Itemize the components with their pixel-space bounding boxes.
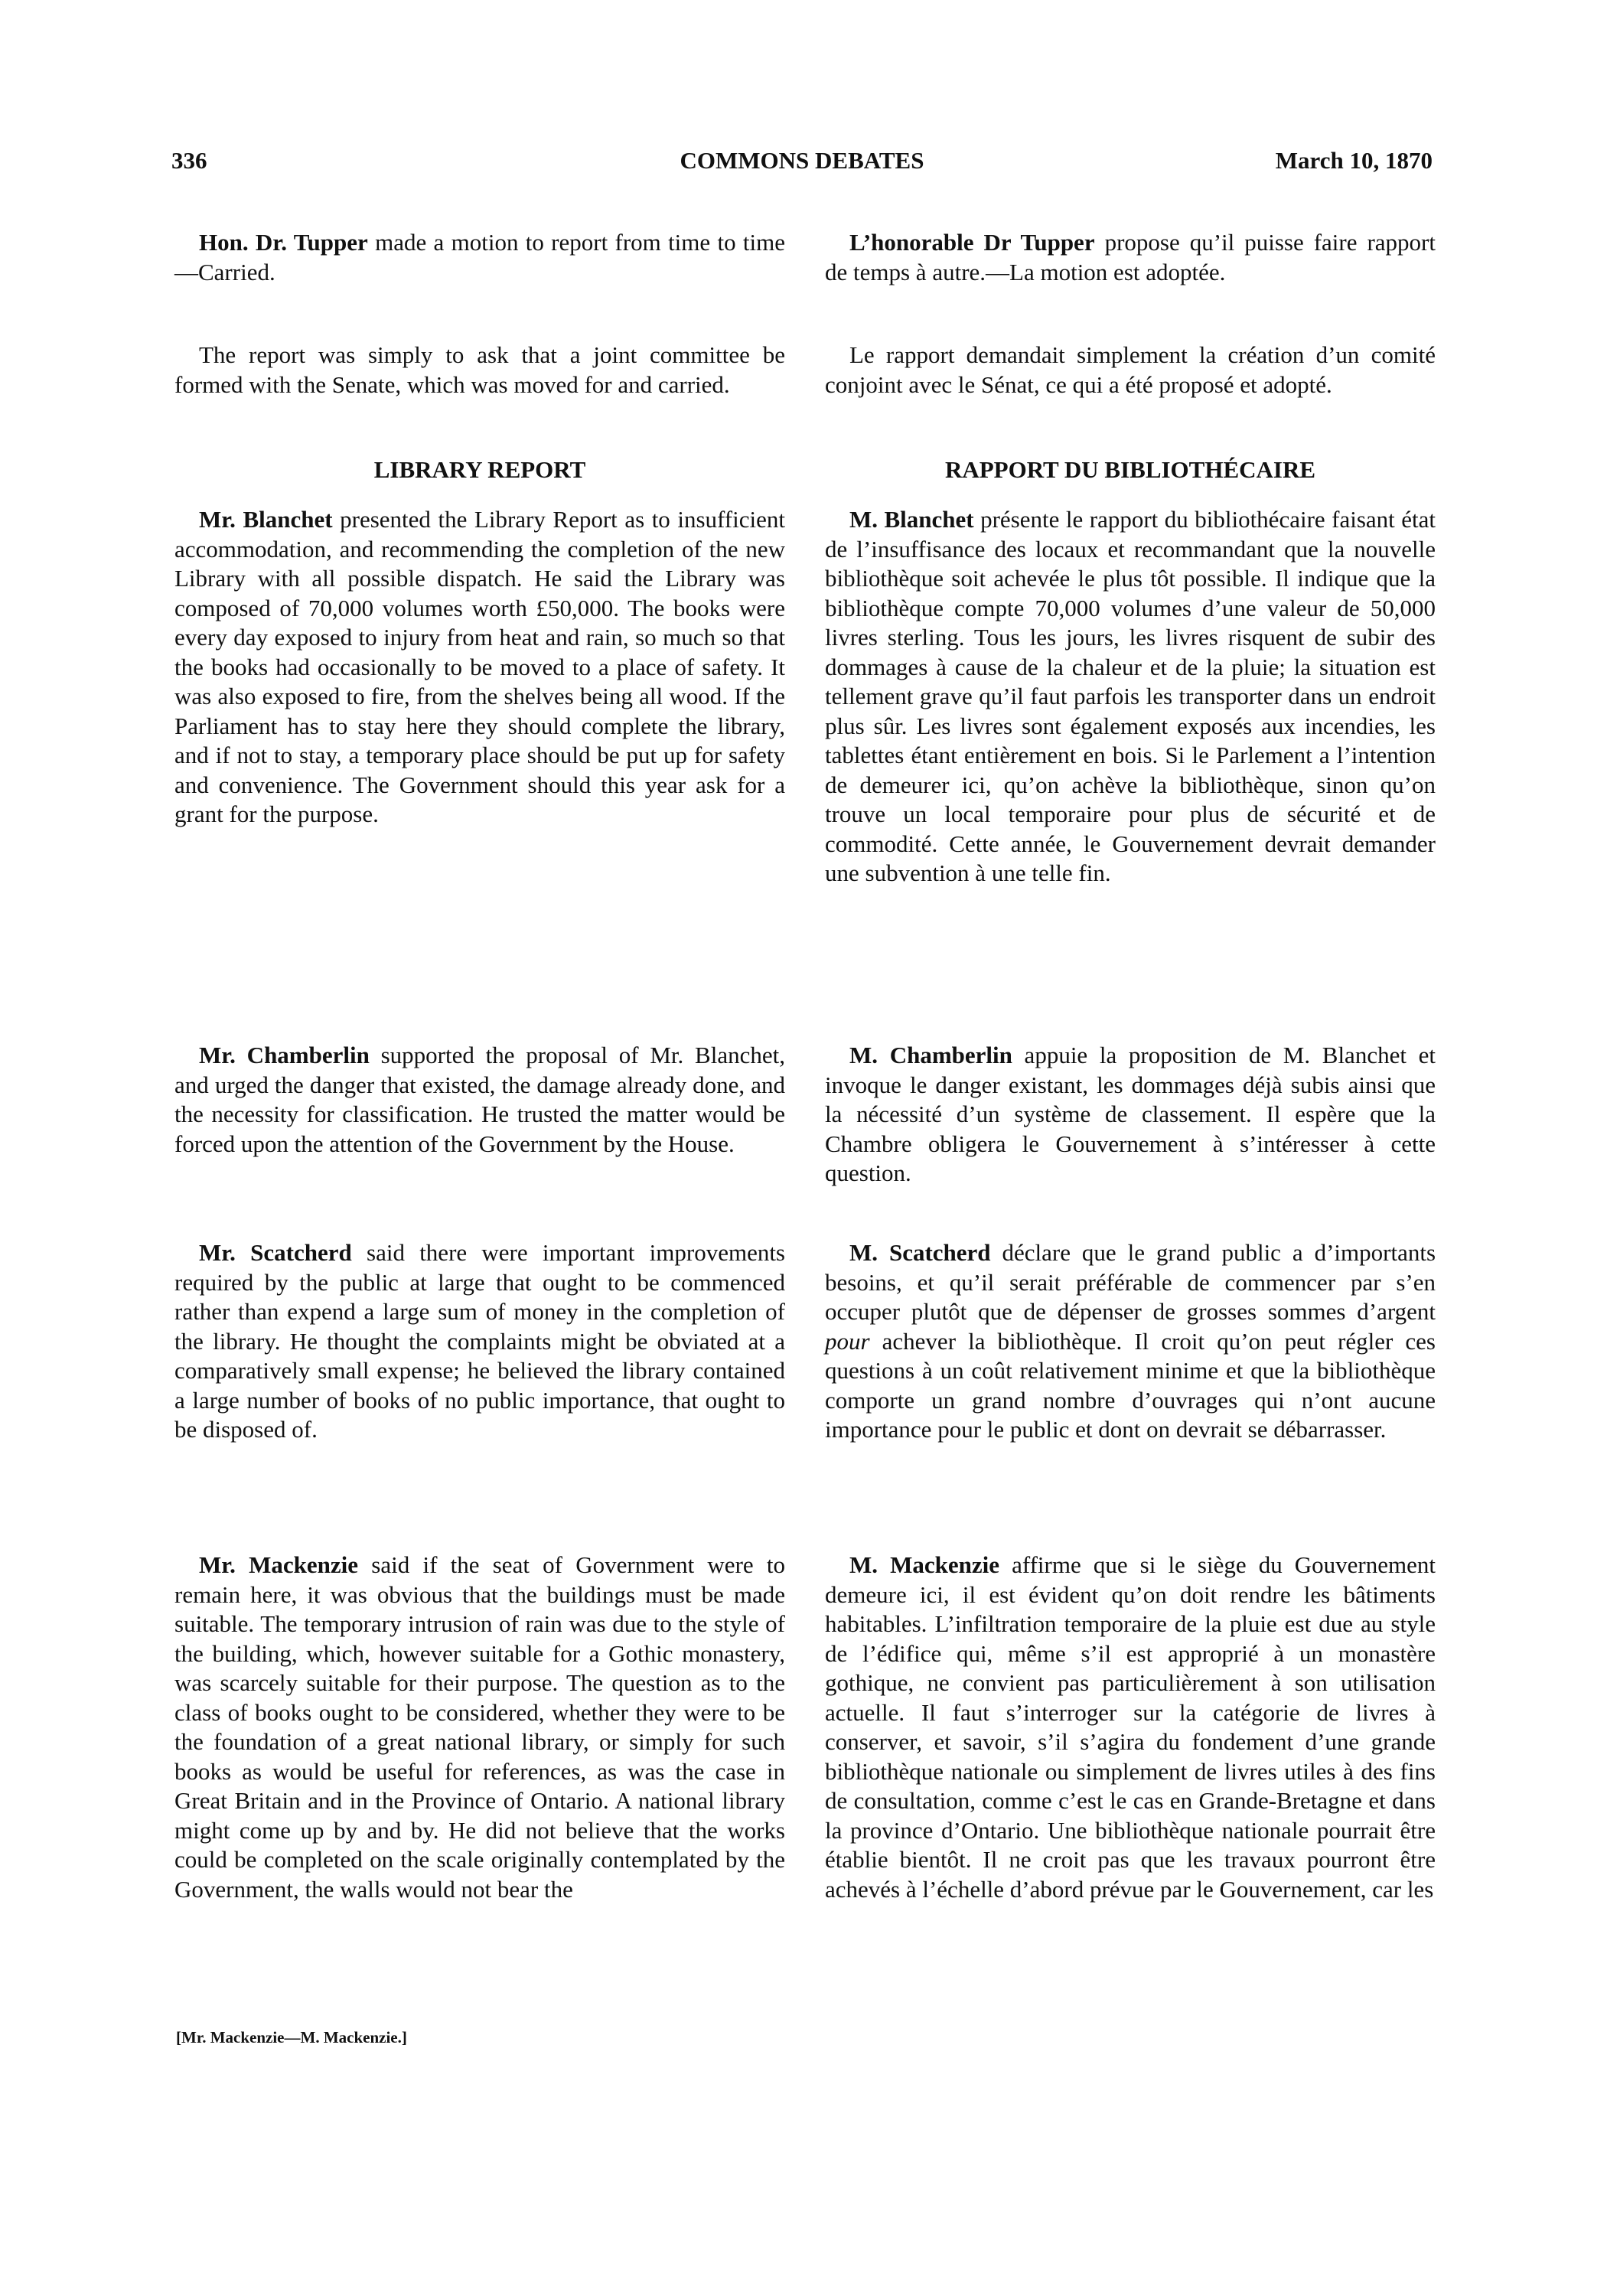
paragraph-text: supported the proposal of Mr. Blanchet, and urged the danger that existed, the damage already done, and the necessity for classification. He trusted the matter would be forced upon the attention of the Government by the House. [174,1042,785,1157]
speaker-name: Mr. Mackenzie [199,1551,359,1578]
speaker-name: Mr. Blanchet [199,506,333,533]
paragraph-text: The report was simply to ask that a joint committee be formed with the Senate, which was moved for and carried. [174,341,785,398]
english-section-heading: LIBRARY REPORT [373,456,586,483]
publication-title: COMMONS DEBATES [680,147,924,174]
paragraph-text: présente le rapport du bibliothécaire faisant état de l’insuffisance des locaux et recommandant que la nouvelle bibliothèque soit achevée le plus tôt possible. Il indique que la bibliothèque compte 70,000 volumes d’une valeur de 50,000 livres sterling. Tous les jours, les livres risquent de subir des dommages à cause de la chaleur et de la pluie; la situation est tellement grave qu’il faut parfois les transporter dans un endroit plus sûr. Les livres sont également exposés aux incendies, les tablettes étant entièrement en bois. Si le Parlement a l’intention de demeurer ici, qu’on achève la bibliothèque, sinon qu’on trouve un local temporaire pour plus de sécurité et de commodité. Cette année, le Gouvernement devrait demander une subvention à une telle fin. [825,506,1436,886]
speaker-name: Hon. Dr. Tupper [199,229,368,256]
paragraph-text: affirme que si le siège du Gouvernement demeure ici, il est évident qu’on doit rendre les bâtiments habitables. L’infiltration temporaire de la pluie est due au style de l’édifice qui, même s’il est approprié à un monastère gothique, ne convient pas particulièrement à son utilisation actuelle. Il faut s’interroger sur la catégorie de livres à conserver, et savoir, s’il s’agira du fondement d’une grande bibliothèque nationale ou simplement de livres utiles à des fins de consultation, comme c’est le cas en Grande-Bretagne et dans la province d’Ontario. Une bibliothèque nationale pourrait être établie bientôt. Il ne croit pas que les travaux pourront être achevés à l’échelle d’abord prévue par le Gouvernement, car les [825,1551,1436,1903]
paragraph-text: propose qu’il puisse faire rapport de temps à autre.—La motion est adoptée. [825,229,1436,285]
italic-word: pour [825,1327,870,1355]
french-paragraph-mackenzie [825,1551,1436,1904]
french-paragraph-report [825,341,1436,400]
paragraph-text: made a motion to report from time to time—Carried. [174,229,785,285]
paragraph-text: Le rapport demandait simplement la création d’un comité conjoint avec le Sénat, ce qui a été proposé et adopté. [825,341,1436,398]
paragraph-text: déclare que le grand public a d’importants besoins, et qu’il serait préférable de commencer par s’en occuper plutôt que de dépenser de grosses sommes d’argent [825,1239,1436,1325]
speaker-name: Mr. Chamberlin [199,1042,370,1068]
speaker-name: M. Mackenzie [849,1551,999,1578]
english-paragraph-mackenzie [174,1551,785,1904]
speaker-name: M. Chamberlin [849,1042,1012,1068]
paragraph-text: said if the seat of Government were to remain here, it was obvious that the buildings must be made suitable. The temporary intrusion of rain was due to the style of the building, which, however suitable for a Gothic monastery, was scarcely suitable for their purpose. The question as to the class of books ought to be considered, whether they were to be the foundation of a great national library, or simply for such books as would be useful for references, as was the case in Great Britain and in the Province of Ontario. A national library might come up by and by. He did not believe that the works could be completed on the scale originally contemplated by the Government, the walls would not bear the [174,1551,785,1903]
french-paragraph-tupper [825,228,1436,287]
speaker-name: M. Scatcherd [849,1239,991,1266]
english-paragraph-tupper [174,228,785,287]
english-paragraph-report [174,341,785,400]
paragraph-text: presented the Library Report as to insufficient accommodation, and recommending the completion of the new Library with all possible dispatch. He said the Library was composed of 70,000 volumes worth £50,000. The books were every day exposed to injury from heat and rain, so much so that the books had occasionally to be moved to a place of safety. It was also exposed to fire, from the shelves being all wood. If the Parliament has to stay here they should complete the library, and if not to stay, a temporary place should be put up for safety and convenience. The Government should this year ask for a grant for the purpose. [174,506,785,827]
page-date: March 10, 1870 [1275,147,1433,174]
paragraph-text: appuie la proposition de M. Blanchet et invoque le danger existant, les dommages déjà subis ainsi que la nécessité d’un système de classement. Il espère que la Chambre obligera le Gouvernement à s’intéresser à cette question. [825,1042,1436,1186]
english-paragraph-blanchet [174,505,785,830]
english-paragraph-scatcherd [174,1238,785,1445]
speaker-name: Mr. Scatcherd [199,1239,352,1266]
speaker-name: L’honorable Dr Tupper [849,229,1095,256]
french-paragraph-scatcherd [825,1238,1436,1445]
footer-speaker-note: [Mr. Mackenzie—M. Mackenzie.] [176,2028,407,2047]
french-paragraph-chamberlin [825,1041,1436,1189]
paragraph-text: said there were important improvements required by the public at large that ought to be commenced rather than expend a large sum of money in the completion of the library. He thought the complaints might be obviated at a comparatively small expense; he believed the library contained a large number of books of no public importance, that ought to be disposed of. [174,1239,785,1443]
english-paragraph-chamberlin [174,1041,785,1159]
speaker-name: M. Blanchet [849,506,974,533]
running-header [171,147,1433,181]
page-number: 336 [171,147,207,174]
paragraph-text: achever la bibliothèque. Il croit qu’on peut régler ces questions à un coût relativement minime et que la bibliothèque comporte un grand nombre d’ouvrages qui n’ont aucune importance pour le public et dont on devrait se débarrasser. [825,1327,1436,1443]
french-section-heading: RAPPORT DU BIBLIOTHÉCAIRE [944,456,1316,483]
french-paragraph-blanchet [825,505,1436,889]
